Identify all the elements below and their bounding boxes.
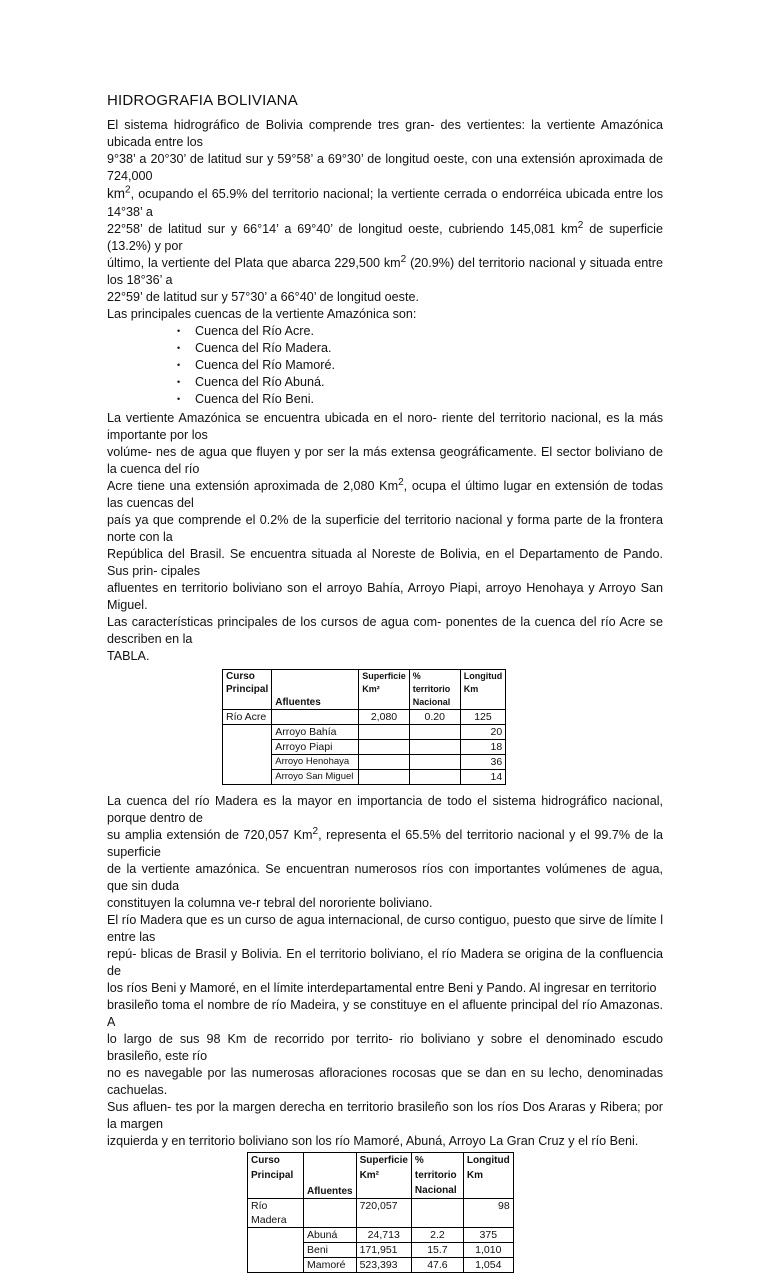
list-item: • Cuenca del Río Acre. bbox=[177, 323, 663, 340]
text-line: La cuenca del río Madera es la mayor en importancia de todo el sistema hidrográfico nacional, porque dentro de bbox=[107, 794, 663, 825]
text-line: país ya que comprende el 0.2% de la superficie del territorio nacional y forma parte de la frontera norte con la bbox=[107, 513, 663, 544]
cell: 20 bbox=[460, 725, 505, 740]
text-line: 22°59’ de latitud sur y 57°30’ a 66°40’ de longitud oeste. bbox=[107, 290, 419, 304]
table-header-row bbox=[248, 1153, 514, 1199]
header-porcentaje: % territorio Nacional bbox=[411, 1153, 463, 1199]
text-line: Las principales cuencas de la vertiente Amazónica son: bbox=[107, 307, 417, 321]
text-line: de la vertiente amazónica. Se encuentran numerosos ríos con importantes volúmenes de agua, que sin duda bbox=[107, 862, 663, 893]
cell bbox=[409, 770, 460, 785]
cell: Río Madera bbox=[248, 1199, 304, 1228]
cell: 36 bbox=[460, 755, 505, 770]
cell: Mamoré bbox=[304, 1258, 357, 1273]
page-title: HIDROGRAFIA BOLIVIANA bbox=[107, 92, 298, 109]
text-line: El río Madera que es un curso de agua internacional, de curso contiguo, puesto que sirve de límite l entre las bbox=[107, 913, 663, 944]
text-line: constituyen la columna ve-r tebral del nororiente boliviano. bbox=[107, 896, 433, 910]
text-line: repú- blicas de Brasil y Bolivia. En el territorio boliviano, el río Madera se origina de la confluencia de bbox=[107, 947, 663, 978]
header-longitud: Longitud Km bbox=[463, 1153, 513, 1199]
cell bbox=[409, 740, 460, 755]
cell bbox=[223, 725, 272, 785]
header-superficie: Superficie Km² bbox=[356, 1153, 411, 1199]
cell: 2,080 bbox=[359, 710, 410, 725]
cell: Beni bbox=[304, 1243, 357, 1258]
header-afluentes: Afluentes bbox=[272, 670, 359, 710]
cell: 720,057 bbox=[356, 1199, 411, 1228]
text-line: su amplia extensión de 720,057 Km$^2$, representa el 65.5% del territorio nacional y el 99.7% de la superficie bbox=[107, 825, 663, 859]
text-line: los ríos Beni y Mamoré, en el límite interdepartamental entre Beni y Pando. Al ingresar en territorio bbox=[107, 981, 657, 995]
cell: 375 bbox=[463, 1228, 513, 1243]
madera-paragraph bbox=[107, 793, 663, 1150]
table-row bbox=[223, 710, 506, 725]
text-line: afluentes en territorio boliviano son el arroyo Bahía, Arroyo Piapi, arroyo Henohaya y Arroyo San Miguel. bbox=[107, 581, 663, 612]
cell bbox=[248, 1228, 304, 1273]
header-longitud: Longitud Km bbox=[460, 670, 505, 710]
list-item: • Cuenca del Río Abuná. bbox=[177, 374, 663, 391]
text-line: último, la vertiente del Plata que abarca 229,500 $km^2$ (20.9%) del territorio nacional y situada entre los 18°36’ a bbox=[107, 253, 663, 287]
text-line: no es navegable por las numerosas afloraciones rocosas que se dan en su lecho, denominadas cachuelas. bbox=[107, 1066, 663, 1097]
cell: 24,713 bbox=[356, 1228, 411, 1243]
cell: 15.7 bbox=[411, 1243, 463, 1258]
cell bbox=[409, 725, 460, 740]
cell: 171,951 bbox=[356, 1243, 411, 1258]
header-curso: Curso Principal bbox=[223, 670, 272, 710]
text-line: $km^2$, ocupando el 65.9% del territorio nacional; la vertiente cerrada o endorréica ubicada entre los 14°38’ a bbox=[107, 184, 663, 219]
header-superficie: Superficie Km² bbox=[359, 670, 410, 710]
cell: 18 bbox=[460, 740, 505, 755]
text-line: El sistema hidrográfico de Bolivia comprende tres gran- des vertientes: la vertiente Amazónica ubicada entre los bbox=[107, 118, 663, 149]
text-line: Las características principales de los cursos de agua com- ponentes de la cuenca del río Acre se describen en la bbox=[107, 615, 663, 646]
text-line: La vertiente Amazónica se encuentra ubicada en el noro- riente del territorio nacional, es la más importante por los bbox=[107, 411, 663, 442]
cell: 1,010 bbox=[463, 1243, 513, 1258]
text-line: lo largo de sus 98 Km de recorrido por territo- rio boliviano y sobre el denominado escudo brasileño, este río bbox=[107, 1032, 663, 1063]
cell: 2.2 bbox=[411, 1228, 463, 1243]
table-header-row bbox=[223, 670, 506, 710]
table-row bbox=[248, 1199, 514, 1228]
cell: Abuná bbox=[304, 1228, 357, 1243]
intro-paragraph bbox=[107, 117, 663, 323]
cell: Arroyo San Miguel bbox=[272, 770, 359, 785]
cell: Arroyo Piapi bbox=[272, 740, 359, 755]
cell: Arroyo Bahía bbox=[272, 725, 359, 740]
cell bbox=[359, 755, 410, 770]
text-line: 9°38’ a 20°30’ de latitud sur y 59°58’ a 69°30’ de longitud oeste, con una extensión aproximada de 724,000 bbox=[107, 152, 663, 183]
header-afluentes: Afluentes bbox=[304, 1153, 357, 1199]
acre-table bbox=[222, 669, 506, 785]
text-line: Sus afluen- tes por la margen derecha en territorio brasileño son los ríos Dos Araras y Ribera; por la margen bbox=[107, 1100, 663, 1131]
cell: 523,393 bbox=[356, 1258, 411, 1273]
text-line: República del Brasil. Se encuentra situada al Noreste de Bolivia, en el Departamento de Pando. Sus prin- cipales bbox=[107, 547, 663, 578]
cell: 47.6 bbox=[411, 1258, 463, 1273]
cell: 98 bbox=[463, 1199, 513, 1228]
cell: 1,054 bbox=[463, 1258, 513, 1273]
list-item: • Cuenca del Río Beni. bbox=[177, 391, 663, 408]
list-item: • Cuenca del Río Madera. bbox=[177, 340, 663, 357]
cell: 14 bbox=[460, 770, 505, 785]
header-porcentaje: % territorio Nacional bbox=[409, 670, 460, 710]
cell: Arroyo Henohaya bbox=[272, 755, 359, 770]
cell bbox=[359, 770, 410, 785]
basin-list bbox=[177, 323, 663, 408]
cell bbox=[272, 710, 359, 725]
cell: 0.20 bbox=[409, 710, 460, 725]
cell bbox=[359, 740, 410, 755]
text-line: Acre tiene una extensión aproximada de 2,080 Km$^2$, ocupa el último lugar en extensión de todas las cuencas del bbox=[107, 476, 663, 510]
cell: Río Acre bbox=[223, 710, 272, 725]
madera-table bbox=[247, 1152, 514, 1273]
document-page bbox=[107, 92, 663, 1273]
text-line: izquierda y en territorio boliviano son los río Mamoré, Abuná, Arroyo La Gran Cruz y el río Beni. bbox=[107, 1134, 639, 1148]
table-row bbox=[223, 725, 506, 740]
cell: 125 bbox=[460, 710, 505, 725]
list-item: • Cuenca del Río Mamoré. bbox=[177, 357, 663, 374]
cell bbox=[409, 755, 460, 770]
text-line: TABLA. bbox=[107, 649, 150, 663]
table-row bbox=[248, 1228, 514, 1243]
text-line: 22°58’ de latitud sur y 66°14’ a 69°40’ de longitud oeste, cubriendo 145,081 $km^2$ de superficie (13.2%) y por bbox=[107, 219, 663, 253]
acre-paragraph bbox=[107, 410, 663, 665]
cell bbox=[359, 725, 410, 740]
text-line: volúme- nes de agua que fluyen y por ser la más extensa geográficamente. El sector boliviano de la cuenca del río bbox=[107, 445, 663, 476]
cell bbox=[304, 1199, 357, 1228]
cell bbox=[411, 1199, 463, 1228]
header-curso: Curso Principal bbox=[248, 1153, 304, 1199]
text-line: brasileño toma el nombre de río Madeira, y se constituye en el afluente principal del río Amazonas. A bbox=[107, 998, 663, 1029]
